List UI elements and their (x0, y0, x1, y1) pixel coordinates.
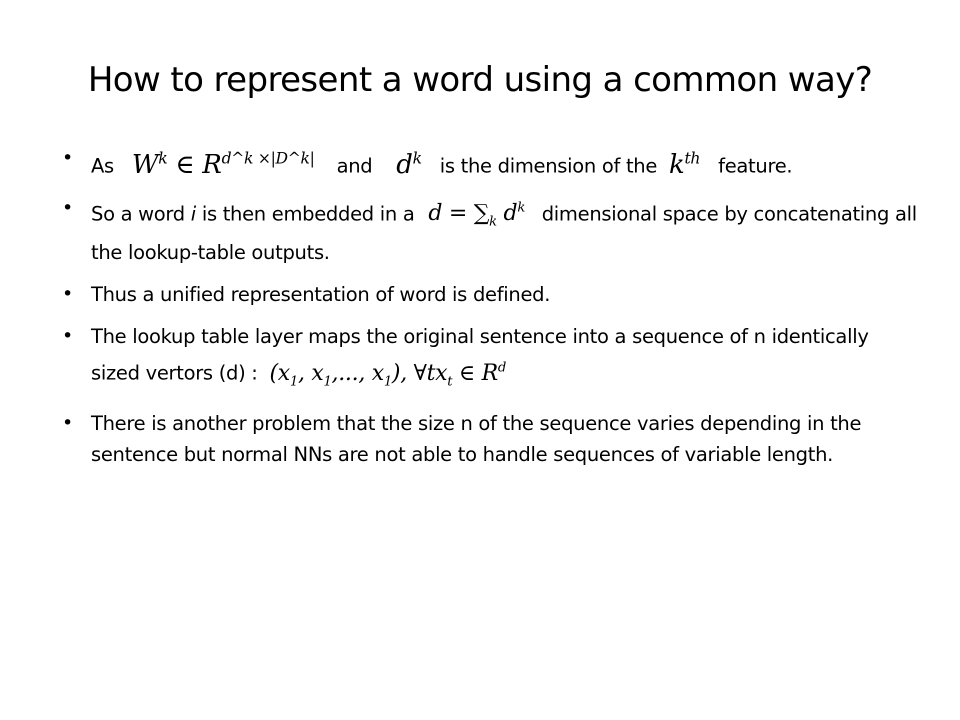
eq-seq-b-sub: 1 (323, 374, 332, 390)
bullet-item-5 (62, 408, 922, 470)
eq-seq-d: ), ∀tx (391, 360, 448, 386)
equation-k-th (669, 150, 708, 180)
eq-sum-tail: d (503, 200, 518, 226)
slide-title: How to represent a word using a common way? (87, 60, 873, 100)
eq-sum-sub: k (489, 214, 497, 230)
eq-w-base: W (131, 149, 159, 180)
eq-k-base: k (668, 149, 685, 180)
bullet-2-text-embedded: is then embedded in a (201, 201, 415, 225)
bullet-item-2 (62, 193, 922, 269)
eq-w-sup: k (158, 149, 168, 167)
bullet-1-text-dimension: is the dimension of the (439, 154, 658, 178)
eq-d-sup: k (412, 149, 422, 167)
eq-r-sup: d^k ×|D^k| (221, 149, 315, 167)
bullet-dot-icon: • (62, 325, 73, 348)
bullet-2-text-i: i (190, 201, 196, 225)
bullet-dot-icon: • (62, 196, 73, 219)
equation-w-in-r (132, 150, 323, 180)
equation-sequence (269, 360, 507, 390)
eq-seq-c-sub: 1 (383, 374, 392, 390)
equation-d-sum (428, 200, 531, 230)
eq-seq-d-sub: t (447, 374, 453, 390)
bullet-1-text-feature: feature. (718, 154, 793, 178)
eq-r-base: R (202, 149, 222, 180)
bullet-1-text-as: As (91, 154, 114, 178)
bullet-item-4 (62, 321, 922, 397)
bullet-3-text: Thus a unified representation of word is defined. (91, 283, 551, 307)
eq-sum: d = ∑ (428, 200, 490, 226)
bullet-dot-icon: • (62, 412, 73, 435)
eq-d-base: d (396, 149, 413, 180)
bullet-item-3 (62, 279, 922, 310)
bullet-item-1 (62, 143, 922, 182)
eq-seq-b: , x (297, 360, 324, 386)
eq-sum-tail-sup: k (517, 200, 526, 216)
eq-seq-r-sup: d (497, 360, 507, 376)
bullet-1-text-and: and (336, 154, 373, 178)
bullet-2-text-end: dimensional space by concatenating all the lookup-table outputs. (91, 201, 917, 265)
eq-k-sup: th (684, 149, 701, 167)
eq-seq-element-of: ∈ (458, 360, 475, 386)
eq-seq-a: (x (269, 360, 290, 386)
bullet-4-text: The lookup table layer maps the original sentence into a sequence of n identically sized vertors (d) : (91, 325, 869, 385)
bullet-dot-icon: • (62, 283, 73, 306)
eq-seq-a-sub: 1 (289, 374, 298, 390)
bullet-5-text: There is another problem that the size n of the sequence varies depending in the sentence but normal NNs are not able to handle sequences of variable length. (91, 412, 862, 467)
eq-seq-c: ,..., x (331, 360, 384, 386)
bullet-list (62, 143, 922, 481)
equation-d-k (396, 150, 429, 180)
bullet-dot-icon: • (62, 147, 73, 169)
eq-element-of: ∈ (175, 149, 195, 180)
eq-seq-r: R (481, 360, 498, 386)
bullet-2-text-start: So a word (91, 201, 185, 225)
